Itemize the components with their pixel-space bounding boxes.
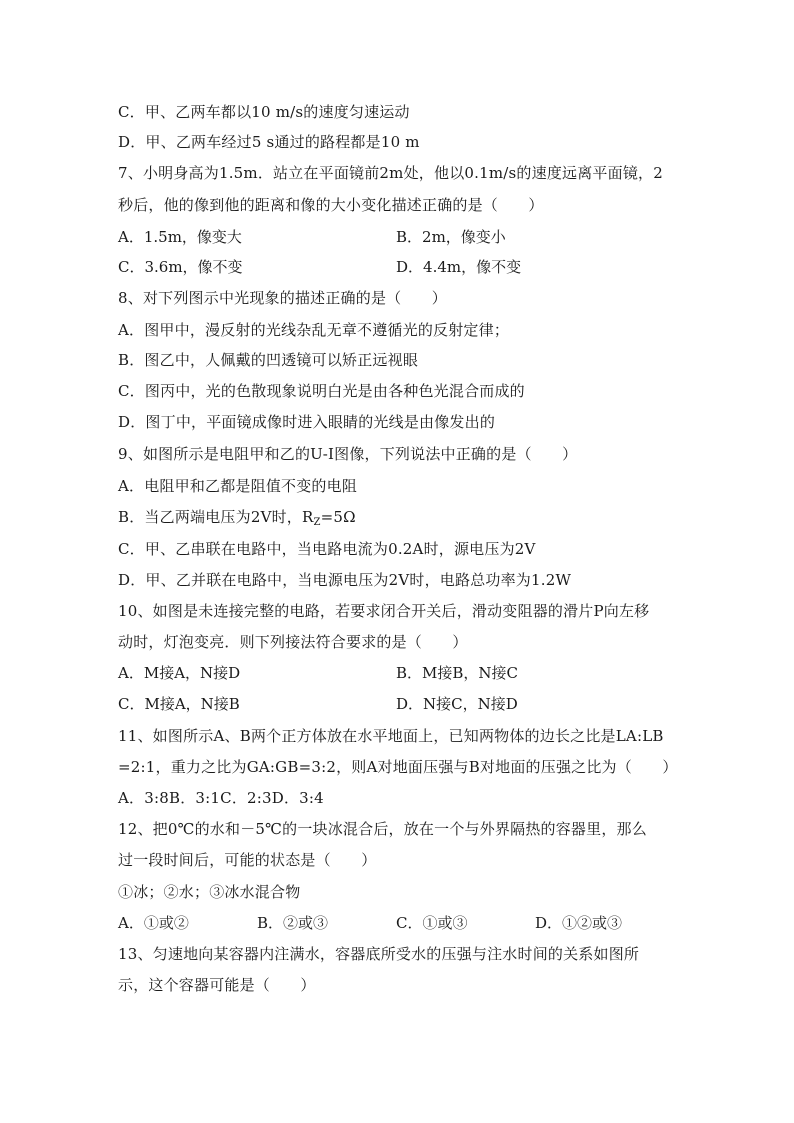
q11-options: A．3:8B．3:1C．2:3D．3:4 [118,789,324,807]
q9-option-b [118,507,356,533]
q8-option-d: D．图丁中，平面镜成像时进入眼睛的光线是由像发出的 [118,413,496,431]
q13-stem-line1: 13、匀速地向某容器内注满水，容器底所受水的压强与注水时间的关系如图所 [118,945,640,963]
q12-option-d: D．①②或③ [535,914,623,932]
q7-option-c: C．3.6m，像不变 [118,258,243,276]
q7-stem-line1: 7、小明身高为1.5m．站立在平面镜前2m处，他以0.1m/s的速度远离平面镜，2 [118,164,663,182]
q12-option-b: B．②或③ [257,914,329,932]
q10-option-a: A．M接A，N接D [118,664,241,682]
q10-option-b: B．M接B，N接C [396,664,519,682]
q9-option-b-value: =5Ω [320,508,356,526]
q7-option-d: D．4.4m，像不变 [396,258,522,276]
q11-stem-line2: =2:1，重力之比为GA:GB=3:2，则A对地面压强与B对地面的压强之比为（ ） [118,758,678,776]
q11-stem-line1: 11、如图所示A、B两个正方体放在水平地面上，已知两物体的边长之比是LA:LB [118,727,664,745]
q12-items: ①冰；②水；③冰水混合物 [118,883,301,901]
q10-option-c: C．M接A，N接B [118,695,240,713]
q8-option-c: C．图丙中，光的色散现象说明白光是由各种色光混合而成的 [118,382,525,400]
q8-option-a: A．图甲中，漫反射的光线杂乱无章不遵循光的反射定律； [118,321,510,339]
q9-option-c: C．甲、乙串联在电路中，当电路电流为0.2A时，源电压为2V [118,540,536,558]
q10-stem-line2: 动时，灯泡变亮．则下列接法符合要求的是（ ） [118,633,468,651]
q9-option-d: D．甲、乙并联在电路中，当电源电压为2V时，电路总功率为1.2W [118,571,572,589]
q6-option-d: D．甲、乙两车经过5 s通过的路程都是10 m [118,133,420,151]
q12-stem-line1: 12、把0℃的水和－5℃的一块冰混合后，放在一个与外界隔热的容器里，那么 [118,820,647,838]
q10-stem-line1: 10、如图是未连接完整的电路，若要求闭合开关后，滑动变阻器的滑片P向左移 [118,602,650,620]
q6-option-c: C．甲、乙两车都以10 m/s的速度匀速运动 [118,103,410,121]
q9-option-b-text: B．当乙两端电压为2V时，R [118,508,314,526]
q9-option-a: A．电阻甲和乙都是阻值不变的电阻 [118,477,358,495]
q12-option-c: C．①或③ [396,914,468,932]
q8-option-b: B．图乙中，人佩戴的凹透镜可以矫正远视眼 [118,351,419,369]
q7-stem-line2: 秒后，他的像到他的距离和像的大小变化描述正确的是（ ） [118,196,544,214]
q8-stem: 8、对下列图示中光现象的描述正确的是（ ） [118,289,447,307]
q12-stem-line2: 过一段时间后，可能的状态是（ ） [118,851,377,869]
q10-option-d: D．N接C，N接D [396,695,518,713]
q9-option-b-subscript: Z [313,517,321,528]
q13-stem-line2: 示，这个容器可能是（ ） [118,976,316,994]
q12-option-a: A．①或② [118,914,189,932]
q7-option-b: B．2m，像变小 [396,228,506,246]
q7-option-a: A．1.5m，像变大 [118,228,242,246]
q9-stem: 9、如图所示是电阻甲和乙的U-I图像，下列说法中正确的是（ ） [118,445,578,463]
